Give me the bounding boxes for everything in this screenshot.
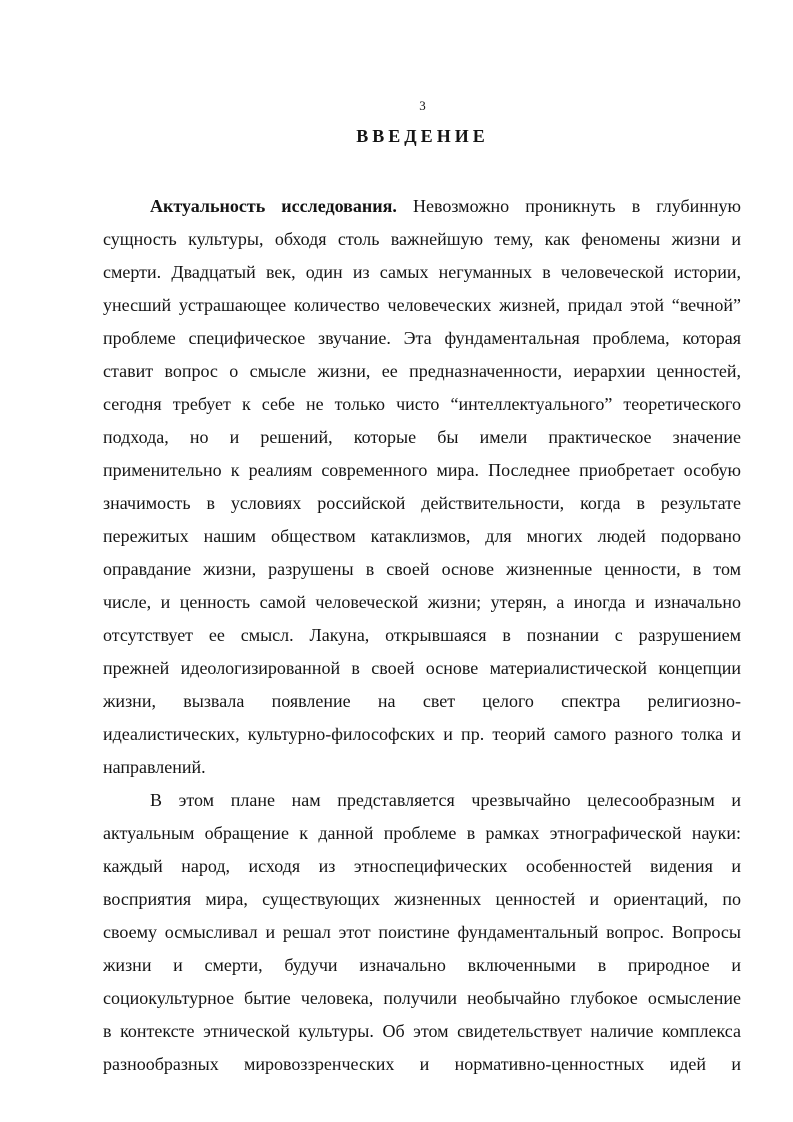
paragraph-1-line: смерти. Двадцатый век, один из самых негуманных в человеческой истории, bbox=[103, 262, 741, 282]
paragraph-2-line: каждый народ, исходя из этноспецифических особенностей видения и bbox=[103, 856, 741, 876]
paragraph-1-line-last: направлений. bbox=[103, 757, 206, 777]
paragraph-1-line: унесший устрашающее количество человеческих жизней, придал этой “вечной” bbox=[103, 295, 741, 315]
paragraph-2-line: своему осмысливал и решал этот поистине фундаментальный вопрос. Вопросы bbox=[103, 922, 741, 942]
paragraph-2-line: жизни и смерти, будучи изначально включенными в природное и bbox=[103, 955, 741, 975]
section-title: ВВЕДЕНИЕ bbox=[356, 126, 489, 146]
body-text bbox=[103, 190, 741, 1081]
paragraph-1-line: прежней идеологизированной в своей основе материалистической концепции bbox=[103, 658, 741, 678]
page-number: 3 bbox=[419, 98, 426, 113]
paragraph-1-line: жизни, вызвала появление на свет целого спектра религиозно- bbox=[103, 691, 741, 711]
paragraph-1-line: ставит вопрос о смысле жизни, ее предназначенности, иерархии ценностей, bbox=[103, 361, 741, 381]
paragraph-1-lead: Актуальность исследования. bbox=[150, 196, 397, 216]
paragraph-2-line: восприятия мира, существующих жизненных ценностей и ориентаций, по bbox=[103, 889, 741, 909]
paragraph-1-line: сегодня требует к себе не только чисто “интеллектуального” теоретического bbox=[103, 394, 741, 414]
paragraph-2-line: социокультурное бытие человека, получили необычайно глубокое осмысление bbox=[103, 988, 741, 1008]
paragraph-1-line: числе, и ценность самой человеческой жизни; утерян, а иногда и изначально bbox=[103, 592, 741, 612]
paragraph-2-line: разнообразных мировоззренческих и нормативно-ценностных идей и bbox=[103, 1054, 741, 1074]
paragraph-1-line: проблеме специфическое звучание. Эта фундаментальная проблема, которая bbox=[103, 328, 741, 348]
paragraph-1-line: пережитых нашим обществом катаклизмов, для многих людей подорвано bbox=[103, 526, 741, 546]
paragraph-1-line-1 bbox=[103, 190, 741, 223]
paragraph-2-line-1: В этом плане нам представляется чрезвычайно целесообразным и bbox=[150, 790, 741, 810]
paragraph-1-line-1-rest: Невозможно проникнуть в глубинную bbox=[396, 196, 741, 216]
paragraph-2-line: в контексте этнической культуры. Об этом свидетельствует наличие комплекса bbox=[103, 1021, 741, 1041]
paragraph-1-line: идеалистических, культурно-философских и пр. теорий самого разного толка и bbox=[103, 724, 741, 744]
paragraph-1-line: сущность культуры, обходя столь важнейшую тему, как феномены жизни и bbox=[103, 229, 741, 249]
paragraph-2-line: актуальным обращение к данной проблеме в рамках этнографической науки: bbox=[103, 823, 741, 843]
paragraph-1-line: оправдание жизни, разрушены в своей основе жизненные ценности, в том bbox=[103, 559, 741, 579]
paragraph-1-line: применительно к реалиям современного мира. Последнее приобретает особую bbox=[103, 460, 741, 480]
paragraph-1-line: подхода, но и решений, которые бы имели практическое значение bbox=[103, 427, 741, 447]
paragraph-1-line: значимость в условиях российской действительности, когда в результате bbox=[103, 493, 741, 513]
paragraph-1-line: отсутствует ее смысл. Лакуна, открывшаяся в познании с разрушением bbox=[103, 625, 741, 645]
